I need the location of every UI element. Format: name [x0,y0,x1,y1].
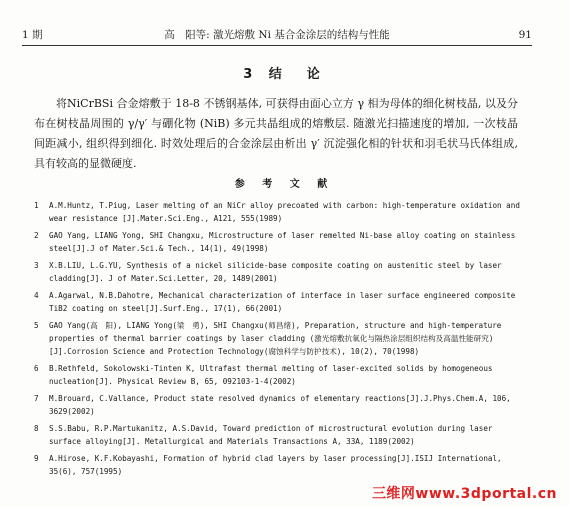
page-number: 91 [518,29,532,41]
reference-item [34,319,522,359]
reference-text: A.M.Huntz, T.Piug, Laser melting of an NiCr alloy precoated with carbon: high-temperature oxidation and wear resistance [J].Mater.Sci.Eng., A121, 555(1989) [49,201,520,224]
reference-number: 2 [34,231,39,240]
reference-text: A.Agarwal, N.B.Dahotre, Mechanical characterization of interface in laser surface engineered composite TiB2 coating on steel[J].Surf.Eng., 17(1), 66(2001) [49,291,516,314]
reference-number: 7 [34,394,39,404]
header-rule [22,45,532,46]
reference-item [34,289,522,315]
running-title: 高 阳等: 激光熔敷 Ni 基合金涂层的结构与性能 [164,29,390,41]
section-heading: 3 结 论 [243,67,326,82]
reference-text: X.B.LIU, L.G.YU, Synthesis of a nickel silicide-base composite coating on austenitic steel by laser cladding[J]. J of Mater.Sci.Letter, 20, 1489(2001) [49,261,502,284]
reference-item [34,199,522,225]
reference-number: 8 [34,424,39,434]
reference-number: 6 [34,364,39,374]
reference-number: 1 [34,201,39,210]
reference-item [34,229,522,255]
reference-text: A.Hirose, K.F.Kobayashi, Formation of hybrid clad layers by laser processing[J].ISIJ International, 35(6), 757(1995) [49,454,502,477]
reference-item [34,452,522,478]
reference-text: S.S.Babu, R.P.Martukanitz, A.S.David, Toward prediction of microstructural evolution during laser surface alloying[J]. Metallurgical and Materials Transactions A, 33A, 1189(2002) [49,424,493,447]
reference-number: 4 [34,291,39,300]
reference-list [34,199,522,482]
references-heading: 参 考 文 献 [234,179,335,190]
site-watermark: 三维网www.3dportal.cn [371,486,557,502]
reference-number: 5 [34,321,39,330]
reference-item [34,422,522,448]
reference-item [34,362,522,388]
reference-text: GAO Yang, LIANG Yong, SHI Changxu, Microstructure of laser remelted Ni-base alloy coating on stainless steel[J].J of Mater.Sci.& Tech., 14(1), 49(1998) [49,231,516,254]
reference-number: 9 [34,454,39,464]
reference-item [34,392,522,418]
running-head [22,26,532,44]
issue-label: 1 期 [22,29,43,41]
reference-text: M.Brouard, C.Vallance, Product state resolved dynamics of elementary reactions[J].J.Phys.Chem.A, 106, 3629(2002) [49,394,511,417]
reference-number: 3 [34,261,39,270]
reference-text: GAO Yang(高 阳), LIANG Yong(梁 勇), SHI Changxu(师昌绪), Preparation, structure and high-temperature properties of thermal barrier coatings by laser cladding (激光熔敷抗氧化与隔热涂层组织结构及高温性能研究)[J].Corrosion Science and Protection Technology(腐蚀科学与防护技术), 10(2), 70(1998) [49,321,502,357]
reference-item [34,259,522,285]
reference-text: B.Rethfeld, Sokolowski-Tinten K, Ultrafast thermal melting of laser-excited solids by homogeneous nucleation[J]. Physical Review B, 65, 092103-1-4(2002) [49,364,493,387]
conclusion-paragraph: 将NiCrBSi 合金熔敷于 18-8 不锈钢基体, 可获得由面心立方 γ 相为母体的细化树枝晶, 以及分布在树枝晶周围的 γ/γ′ 与硼化物 (NiB) 多元共晶组成的熔敷层. 随激光扫描速度的增加, 一次枝晶间距减小, 组织得到细化. 时效处理后的合金涂层由析出 γ′ 沉淀强化相的针状和羽毛状马氏体组成, 具有较高的显微硬度. [34,97,518,170]
